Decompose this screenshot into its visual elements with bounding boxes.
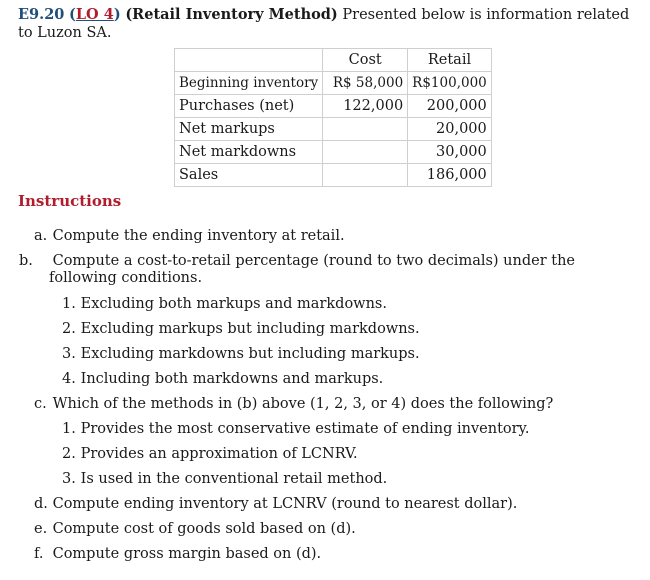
- exercise-title: (Retail Inventory Method): [125, 6, 338, 23]
- instruction-text: Which of the methods in (b) above (1, 2, 3, or 4) does the following?: [52, 396, 554, 412]
- row-label: Sales: [175, 164, 323, 187]
- instruction-b-1: 1. Excluding both markups and markdowns.: [62, 296, 387, 312]
- instruction-text: Compute ending inventory at LCNRV (round to nearest dollar).: [52, 496, 518, 512]
- table-header-cost: Cost: [323, 49, 408, 72]
- instruction-b-2: 2. Excluding markups but including markdowns.: [62, 321, 420, 337]
- row-cost: [323, 118, 408, 141]
- table-header-retail: Retail: [408, 49, 492, 72]
- row-cost: [323, 141, 408, 164]
- row-cost: R$ 58,000: [323, 72, 408, 95]
- instruction-c-1: 1. Provides the most conservative estimate of ending inventory.: [62, 421, 530, 437]
- row-label: Net markdowns: [175, 141, 323, 164]
- row-label: Beginning inventory: [175, 72, 323, 95]
- instruction-d: d. Compute ending inventory at LCNRV (round to nearest dollar).: [34, 496, 518, 512]
- instruction-text: Compute gross margin based on (d).: [52, 546, 322, 562]
- instruction-c-3: 3. Is used in the conventional retail method.: [62, 471, 388, 487]
- instruction-f: f. Compute gross margin based on (d).: [34, 546, 322, 562]
- instruction-b-3: 3. Excluding markdowns but including markups.: [62, 346, 420, 362]
- row-retail: 200,000: [408, 95, 492, 118]
- instruction-c-2: 2. Provides an approximation of LCNRV.: [62, 446, 358, 462]
- table-row: [175, 72, 492, 95]
- learning-objective-link[interactable]: LO 4: [75, 6, 114, 23]
- inventory-table: [174, 48, 492, 187]
- instructions-heading: Instructions: [18, 192, 122, 210]
- table-row: [175, 118, 492, 141]
- instruction-text: Compute cost of goods sold based on (d).: [52, 521, 356, 537]
- exercise-heading: E9.20 (LO 4) (Retail Inventory Method) Presented below is information related to Luzon SA.: [18, 6, 630, 41]
- table-row: [175, 164, 492, 187]
- row-retail: R$100,000: [408, 72, 492, 95]
- table-row: [175, 141, 492, 164]
- row-cost: [323, 164, 408, 187]
- row-retail: 20,000: [408, 118, 492, 141]
- table-header-label: [175, 49, 323, 72]
- exercise-intro: Presented below is information related to Luzon SA.: [18, 7, 630, 41]
- instruction-b-4: 4. Including both markdowns and markups.: [62, 371, 384, 387]
- instruction-text: Compute a cost-to-retail percentage (round to two decimals) under the following conditions.: [49, 253, 576, 286]
- table-header-row: [175, 49, 492, 72]
- instruction-c: c. Which of the methods in (b) above (1, 2, 3, or 4) does the following?: [34, 396, 554, 412]
- row-cost: 122,000: [323, 95, 408, 118]
- instruction-b: b. Compute a cost-to-retail percentage (round to two decimals) under the following conditions.: [19, 253, 576, 286]
- table-row: [175, 95, 492, 118]
- row-label: Net markups: [175, 118, 323, 141]
- exercise-number: E9.20: [18, 6, 65, 23]
- row-label: Purchases (net): [175, 95, 323, 118]
- row-retail: 30,000: [408, 141, 492, 164]
- instruction-text: Compute the ending inventory at retail.: [52, 228, 345, 244]
- instruction-a: a. Compute the ending inventory at retail.: [34, 228, 345, 244]
- row-retail: 186,000: [408, 164, 492, 187]
- instruction-e: e. Compute cost of goods sold based on (d).: [34, 521, 356, 537]
